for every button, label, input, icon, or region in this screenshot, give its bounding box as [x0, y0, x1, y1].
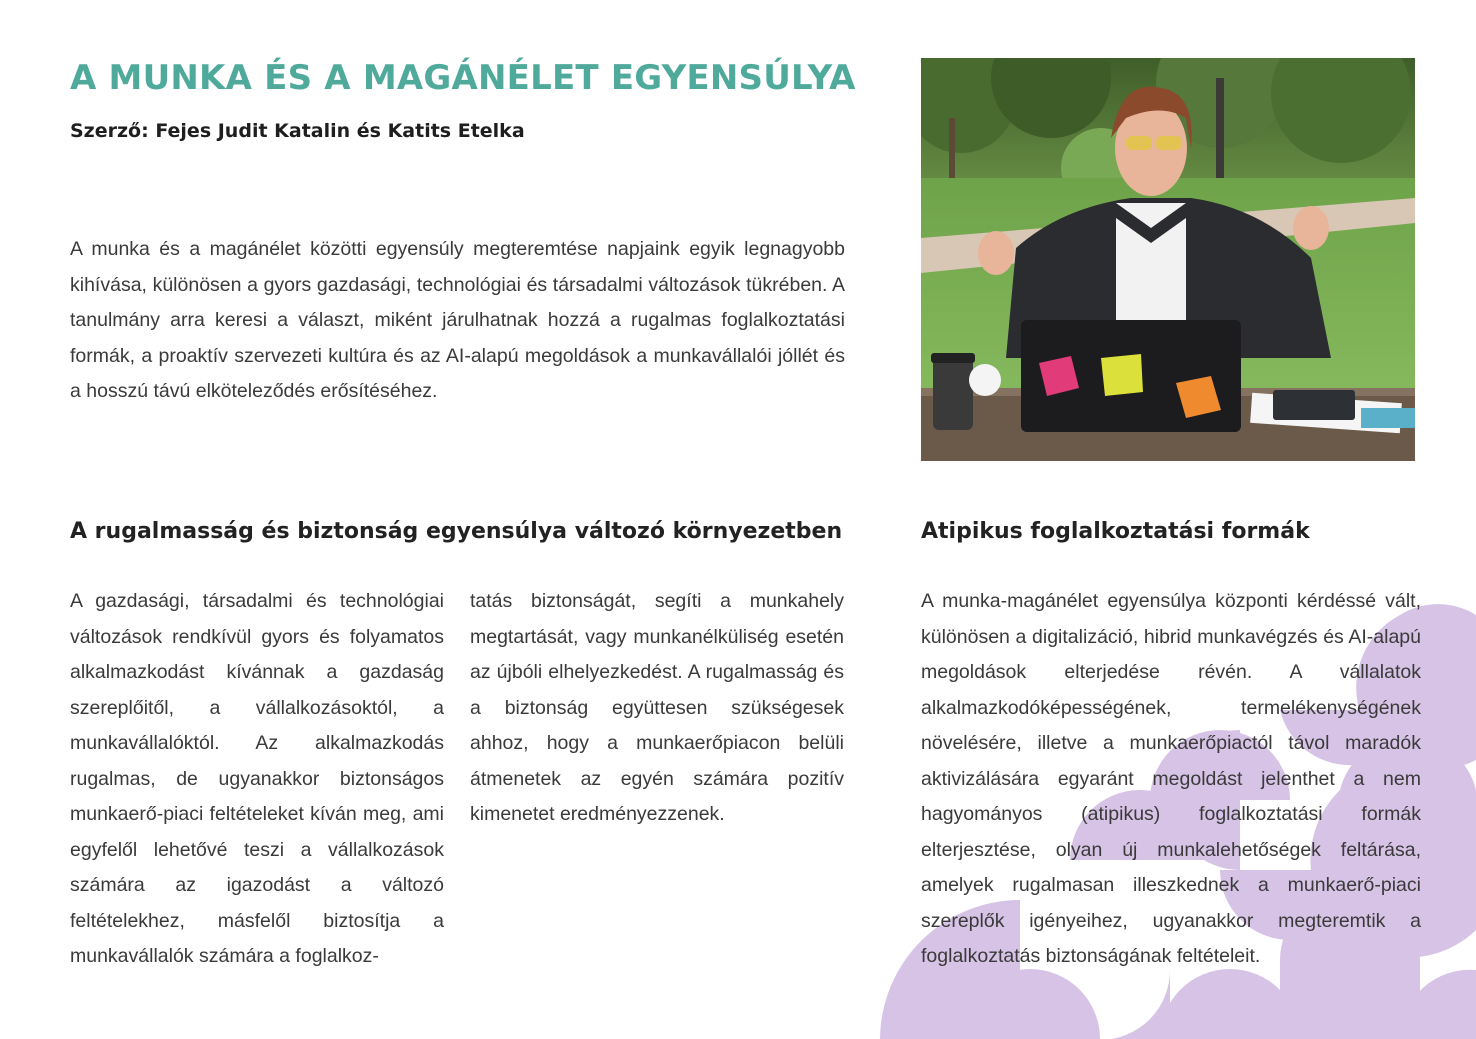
body-column-3: A munka-magánélet egyensúlya központi kérdéssé vált, különösen a digitalizáció, hibrid munkavégzés és AI-alapú megoldások elterjedése révén. A vállalatok alkalmazkodóképességének, termelékenységének növelésére, illetve a munkaerőpiactól távol maradók aktivizálására egyaránt megoldást jelenthet a nem hagyományos (atipikus) foglalkoztatási formák elterjesztése, olyan új munkalehetőségek feltárása, amelyek rugalmasan illeszkednek a munkaerő-piaci szereplők igényeihez, ugyanakkor megteremtik a foglalkoztatás biztonságának feltételeit. — [921, 590, 1421, 967]
article-intro: A munka és a magánélet közötti egyensúly megteremtése napjaink egyik legnagyobb kihívása, különösen a gyors gazdasági, technológiai és társadalmi változások tükrében. A tanulmány arra keresi a választ, miként járulhatnak hozzá a rugalmas foglalkoztatási formák, a proaktív szervezeti kultúra és az AI-alapú megoldások a munkavállalói jóllét és a hosszú távú elköteleződés erősítéséhez. — [70, 238, 845, 402]
body-column-1: A gazdasági, társadalmi és technológiai változások rendkívül gyors és folyamatos alkalmazkodást kívánnak a gazdaság szereplőitől, a vállalkozásoktól, a munkavállalóktól. Az alkalmazkodás rugalmas, de ugyanakkor biztonságos munkaerő-piaci feltételeket kíván meg, ami egyfelől lehetővé teszi a vállalkozások számára az igazodást a változó feltételekhez, másfelől biztosítja a munkavállalók számára a foglalkoz- — [70, 590, 444, 967]
photo-illustration — [921, 58, 1415, 461]
article-title: A MUNKA ÉS A MAGÁNÉLET EGYENSÚLYA — [70, 58, 856, 98]
article-photo — [921, 58, 1415, 461]
section-heading-atypical: Atipikus foglalkoztatási formák — [921, 519, 1310, 544]
section-heading-flexibility: A rugalmasság és biztonság egyensúlya változó környezetben — [70, 519, 843, 544]
article-author: Szerző: Fejes Judit Katalin és Katits Etelka — [70, 120, 525, 142]
body-column-2: tatás biztonságát, segíti a munkahely megtartását, vagy munkanélküliség esetén az újbóli elhelyezkedést. A rugalmasság és a biztonság együttesen szükségesek ahhoz, hogy a munkaerőpiacon belüli átmenetek az egyén számára pozitív kimenetet eredményezzenek. — [470, 590, 844, 825]
